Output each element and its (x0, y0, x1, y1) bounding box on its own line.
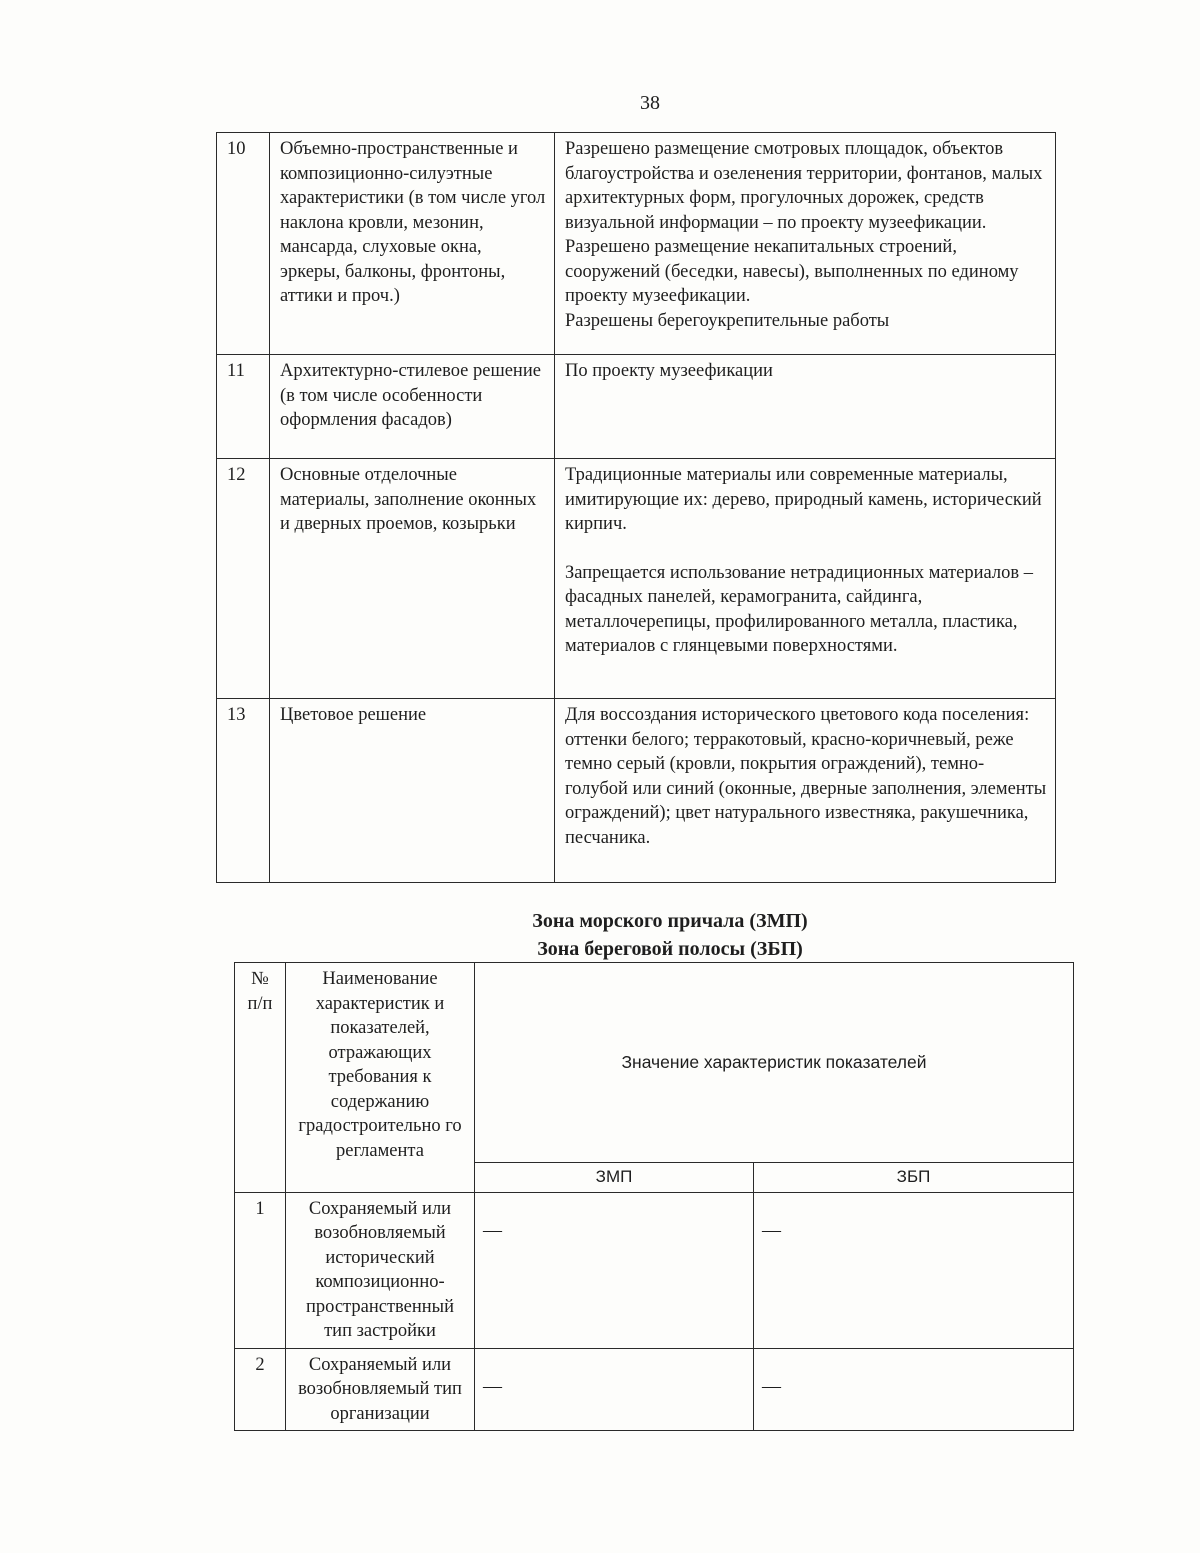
row-number: 11 (217, 355, 270, 459)
regulation-table-continued (216, 132, 1056, 883)
row-number: 12 (217, 459, 270, 699)
characteristic-name: Цветовое решение (270, 699, 555, 883)
row-number: 2 (235, 1348, 286, 1431)
characteristic-name: Архитектурно-стилевое решение (в том числе особенности оформления фасадов) (270, 355, 555, 459)
characteristic-value (555, 355, 1056, 459)
row-number: 10 (217, 133, 270, 355)
table-row (217, 459, 1056, 699)
value-paragraph: Традиционные материалы или современные материалы, имитирующие их: дерево, природный камень, исторический кирпич. (565, 465, 1042, 534)
dash-value: — (762, 1375, 781, 1397)
characteristic-value (555, 459, 1056, 699)
header-value: Значение характеристик показателей (475, 963, 1074, 1163)
value-paragraph: По проекту музеефикации (565, 361, 773, 381)
characteristic-name: Основные отделочные материалы, заполнение оконных и дверных проемов, козырьки (270, 459, 555, 699)
characteristic-value (555, 699, 1056, 883)
page-number: 38 (640, 92, 660, 114)
table-row (235, 1192, 1074, 1348)
table-row (217, 355, 1056, 459)
value-zbp (754, 1348, 1074, 1431)
dash-value: — (762, 1219, 781, 1241)
zone-title-zmp: Зона морского причала (ЗМП) (532, 910, 808, 932)
value-zmp (475, 1348, 754, 1431)
header-zmp: ЗМП (475, 1163, 754, 1193)
row-number: 13 (217, 699, 270, 883)
value-zbp (754, 1192, 1074, 1348)
zone-regulation-table (234, 962, 1074, 1431)
value-zmp (475, 1192, 754, 1348)
characteristic-name: Сохраняемый или возобновляемый исторический композиционно-пространственный тип застройки (286, 1192, 475, 1348)
value-paragraph: Разрешены берегоукрепительные работы (565, 310, 890, 331)
header-number: № п/п (235, 963, 286, 1193)
characteristic-name: Сохраняемый или возобновляемый тип организации (286, 1348, 475, 1431)
table-row (217, 133, 1056, 355)
dash-value: — (483, 1219, 502, 1241)
table-header-row (235, 963, 1074, 1163)
header-name: Наименование характеристик и показателей, отражающих требования к содержанию градостроительно го регламента (286, 963, 475, 1193)
value-paragraph: Разрешено размещение некапитальных строений, сооружений (беседки, навесы), выполненных по единому проекту музеефикации. (565, 237, 1019, 306)
value-paragraph: Запрещается использование нетрадиционных материалов – фасадных панелей, керамогранита, сайдинга, металлочерепицы, профилированного металла, пластика, материалов с глянцевыми поверхностями. (565, 562, 1033, 656)
dash-value: — (483, 1375, 502, 1397)
zone-title-zbp: Зона береговой полосы (ЗБП) (537, 938, 803, 960)
table-row (235, 1348, 1074, 1431)
table-row (217, 699, 1056, 883)
value-paragraph: Разрешено размещение смотровых площадок, объектов благоустройства и озеленения территории, фонтанов, малых архитектурных форм, прогулочных дорожек, средств визуальной информации – по проекту музеефикации. (565, 139, 1043, 233)
header-zbp: ЗБП (754, 1163, 1074, 1193)
value-paragraph: Для воссоздания исторического цветового кода поселения: оттенки белого; терракотовый, красно-коричневый, реже темно серый (кровли, покрытия ограждений), темно-голубой или синий (оконные, дверные заполнения, элементы ограждений); цвет натурального известняка, ракушечника, песчаника. (565, 705, 1047, 848)
row-number: 1 (235, 1192, 286, 1348)
characteristic-value (555, 133, 1056, 355)
characteristic-name: Объемно-пространственные и композиционно-силуэтные характеристики (в том числе угол наклона кровли, мезонин, мансарда, слуховые окна, эркеры, балконы, фронтоны, аттики и проч.) (270, 133, 555, 355)
